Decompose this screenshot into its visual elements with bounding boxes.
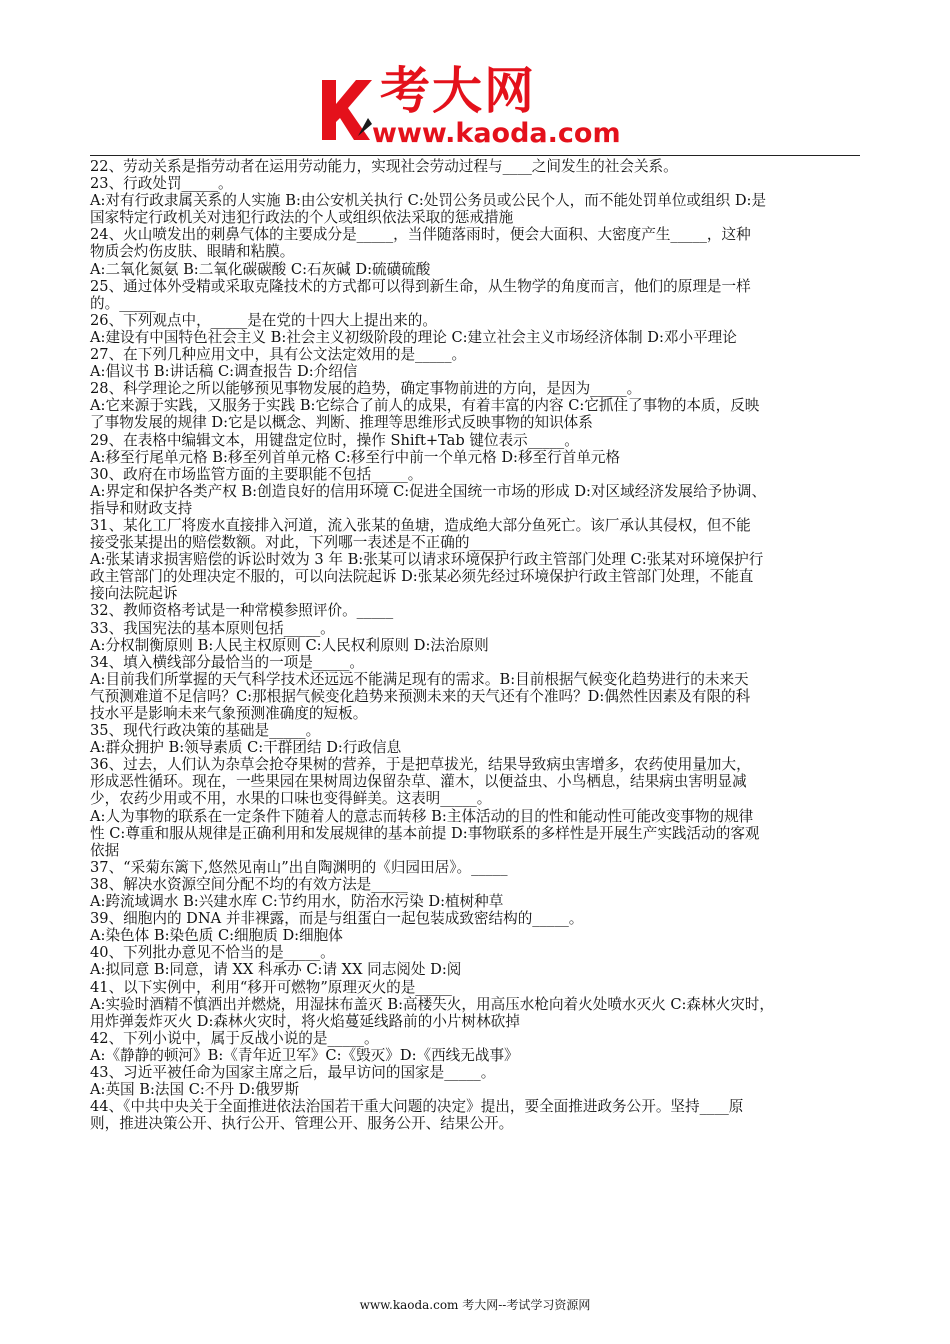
header-divider (90, 155, 860, 156)
text-line: 24、火山喷发出的刺鼻气体的主要成分是_____，当伴随落雨时，便会大面积、大密度产生_____，这种 (90, 226, 751, 244)
text-line: A:分权制衡原则 B:人民主权原则 C:人民权利原则 D:法治原则 (90, 636, 489, 654)
text-line: 43、习近平被任命为国家主席之后，最早访问的国家是_____。 (90, 1063, 496, 1081)
text-line: 42、下列小说中，属于反战小说的是_____。 (90, 1029, 379, 1047)
text-line: A:人为事物的联系在一定条件下随着人的意志而转移 B:主体活动的目的性和能动性可能改变事物的规律 (90, 807, 754, 825)
logo-url: www.kaoda.com (372, 118, 621, 149)
question-list (90, 158, 862, 1132)
text-line: A:跨流域调水 B:兴建水库 C:节约用水，防治水污染 D:植树种草 (90, 893, 504, 911)
kaoda-logo-icon (318, 78, 374, 142)
text-line: 性 C:尊重和服从规律是正确利用和发展规律的基本前提 D:事物联系的多样性是开展生产实践活动的客观 (90, 824, 760, 842)
text-line: 39、细胞内的 DNA 并非裸露，而是与组蛋白一起包装成致密结构的_____。 (90, 910, 584, 928)
text-line: 气预测难道不足信吗？C:那根据气候变化趋势来预测未来的天气还有个准吗？D:偶然性因素及有限的科 (90, 687, 751, 705)
text-line: A:拟同意 B:同意，请 XX 科承办 C:请 XX 同志阅处 D:阅 (90, 961, 462, 979)
text-line: A:《静静的顿河》B:《青年近卫军》C:《毁灭》D:《西线无战事》 (90, 1046, 519, 1064)
text-line: 35、现代行政决策的基础是_____。 (90, 722, 321, 740)
text-line: A:界定和保护各类产权 B:创造良好的信用环境 C:促进全国统一市场的形成 D:对区域经济发展给予协调、 (90, 482, 767, 500)
text-line: A:移至行尾单元格 B:移至列首单元格 C:移至行中前一个单元格 D:移至行首单元格 (90, 448, 621, 466)
text-line: 29、在表格中编辑文本，用键盘定位时，操作 Shift+Tab 键位表示_____。 (90, 431, 579, 449)
text-line: A:对有行政隶属关系的人实施 B:由公安机关执行 C:处罚公务员或公民个人，而不能处罚单位或组织 D:是 (90, 192, 767, 210)
text-line: 22、劳动关系是指劳动者在运用劳动能力，实现社会劳动过程与____之间发生的社会关系。 (90, 158, 678, 175)
text-line: A:染色体 B:染色质 C:细胞质 D:细胞体 (90, 927, 343, 945)
text-line: 接受张某提出的赔偿数额。对此，下列哪一表述是不正确的_____ (90, 534, 506, 552)
text-line: 了事物发展的规律 D:它是以概念、判断、推理等思维形式反映事物的知识体系 (90, 414, 593, 432)
text-line: 的。_____ (90, 294, 156, 312)
text-line: 36、过去，人们认为杂草会抢夺果树的营养，于是把草拔光，结果导致病虫害增多，农药使用量加大， (90, 756, 751, 774)
text-line: 形成恶性循环。现在，一些果园在果树周边保留杂草、灌木，以便益虫、小鸟栖息，结果病虫害明显减 (90, 773, 747, 791)
text-line: 23、行政处罚_____。 (90, 175, 233, 193)
text-line: 接向法院起诉 (90, 585, 178, 603)
text-line: 则，推进决策公开、执行公开、管理公开、服务公开、结果公开。 (90, 1115, 514, 1133)
text-line: 28、科学理论之所以能够预见事物发展的趋势，确定事物前进的方向，是因为_____。 (90, 380, 642, 398)
text-line: 指导和财政支持 (90, 499, 193, 517)
text-line: 41、以下实例中，利用“移开可燃物”原理灭火的是_____ (90, 978, 452, 996)
text-line: 技水平是影响未来气象预测准确度的短板。 (90, 705, 368, 722)
text-line: 物质会灼伤皮肤、眼睛和粘膜。 (90, 243, 295, 261)
text-line: 26、下列观点中，_____是在党的十四大上提出来的。 (90, 311, 437, 329)
text-line: 国家特定行政机关对违犯行政法的个人或组织依法采取的惩戒措施 (90, 209, 514, 227)
text-line: A:建设有中国特色社会主义 B:社会主义初级阶段的理论 C:建立社会主义市场经济体制 D:邓小平理论 (90, 328, 737, 346)
text-line: 32、教师资格考试是一种常模参照评价。_____ (90, 602, 394, 620)
text-line: 40、下列批办意见不恰当的是_____。 (90, 944, 335, 962)
text-line: A:倡议书 B:讲话稿 C:调查报告 D:介绍信 (90, 363, 358, 381)
text-line: A:英国 B:法国 C:不丹 D:俄罗斯 (90, 1081, 300, 1099)
text-line: A:实验时酒精不慎洒出并燃烧，用湿抹布盖灭 B:高楼失火，用高压水枪向着火处喷水灭火 C:森林火灾时， (90, 995, 774, 1013)
text-line: A:目前我们所掌握的天气科学技术还远远不能满足现有的需求。B:目前根据气候变化趋势进行的未来天 (90, 670, 749, 688)
text-line: 少，农药少用或不用，水果的口味也变得鲜美。这表明_____。 (90, 790, 492, 808)
text-line: A:群众拥护 B:领导素质 C:干群团结 D:行政信息 (90, 739, 402, 757)
text-line: 38、解决水资源空间分配不均的有效方法是_____ (90, 875, 408, 893)
text-line: 44、《中共中央关于全面推进依法治国若干重大问题的决定》提出，要全面推进政务公开。坚持____原 (90, 1098, 744, 1116)
text-line: 政主管部门的处理决定不服的，可以向法院起诉 D:张某必须先经过环境保护行政主管部门处理，不能直 (90, 568, 754, 586)
text-line: 34、填入横线部分最恰当的一项是_____。 (90, 653, 364, 671)
text-line: 依据 (90, 841, 120, 859)
text-line: 37、“采菊东篱下,悠然见南山”出自陶渊明的《归园田居》。_____ (90, 858, 508, 876)
text-line: A:张某请求损害赔偿的诉讼时效为 3 年 B:张某可以请求环境保护行政主管部门处理 C:张某对环境保护行 (90, 551, 764, 569)
page-footer: www.kaoda.com 考大网--考试学习资源网 (359, 1298, 591, 1312)
text-line: 27、在下列几种应用文中，具有公文法定效用的是_____。 (90, 346, 467, 364)
logo-title: 考大网 (380, 62, 536, 120)
text-line: 33、我国宪法的基本原则包括_____。 (90, 619, 335, 637)
page-header (0, 0, 950, 156)
text-line: 31、某化工厂将废水直接排入河道，流入张某的鱼塘，造成绝大部分鱼死亡。该厂承认其侵权，但不能 (90, 516, 751, 534)
text-line: 30、政府在市场监管方面的主要职能不包括_____。 (90, 465, 423, 483)
text-line: 用炸弹轰炸灭火 D:森林火灾时，将火焰蔓延线路前的小片树林砍掉 (90, 1012, 520, 1030)
text-line: 25、通过体外受精或采取克隆技术的方式都可以得到新生命，从生物学的角度而言，他们的原理是一样 (90, 277, 751, 295)
text-line: A:二氧化氮氨 B:二氧化碳碳酸 C:石灰碱 D:硫磺硫酸 (90, 260, 431, 278)
text-line: A:它来源于实践，又服务于实践 B:它综合了前人的成果，有着丰富的内容 C:它抓住了事物的本质，反映 (90, 397, 760, 415)
